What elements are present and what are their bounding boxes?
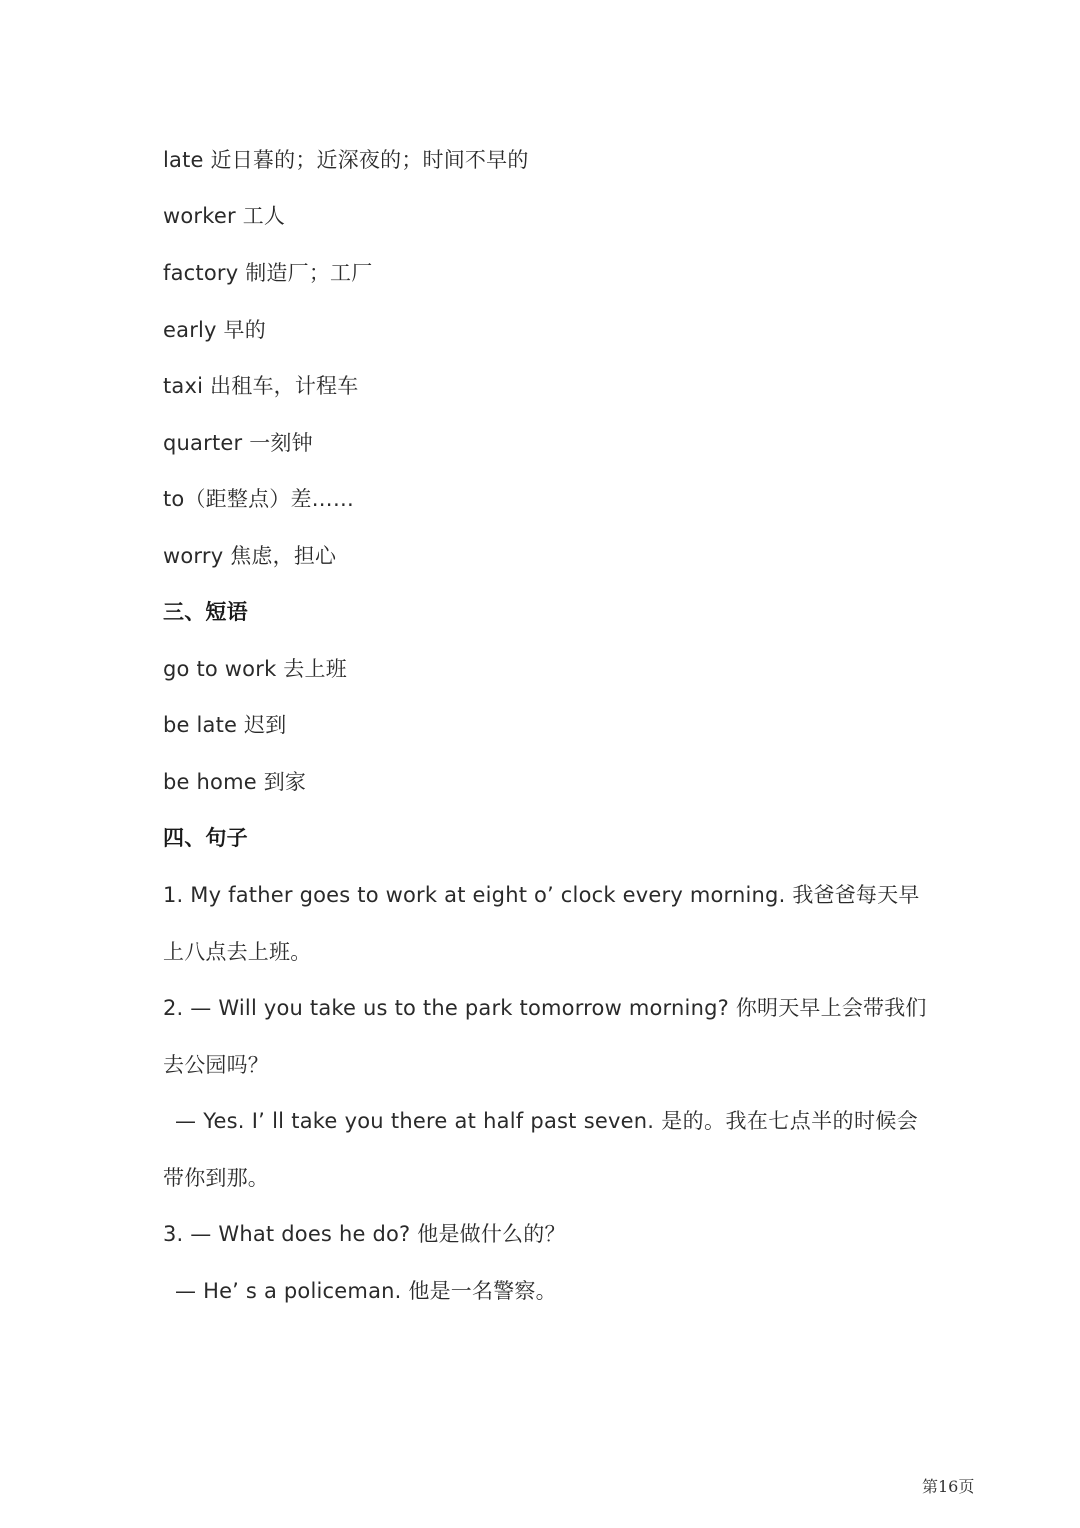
- sentence-2-answer-line-1: — Yes. I’ ll take you there at half past seven. 是的。我在七点半的时候会: [175, 1109, 918, 1133]
- phrase-item-be-late: be late 迟到: [163, 713, 287, 737]
- sentence-2-question-line-2: 去公园吗？: [163, 1053, 269, 1077]
- section-heading-sentences: 四、句子: [163, 826, 248, 850]
- vocab-item-quarter: quarter 一刻钟: [163, 431, 313, 455]
- vocab-item-worker: worker 工人: [163, 204, 286, 228]
- sentence-3-answer: — He’ s a policeman. 他是一名警察。: [175, 1279, 557, 1303]
- vocab-item-early: early 早的: [163, 318, 266, 342]
- page-number: 第16页: [922, 1477, 975, 1496]
- sentence-3-question: 3. — What does he do? 他是做什么的？: [163, 1222, 566, 1246]
- sentence-2-answer-line-2: 带你到那。: [163, 1166, 269, 1190]
- section-heading-phrases: 三、短语: [163, 600, 248, 624]
- vocab-item-worry: worry 焦虑，担心: [163, 544, 337, 568]
- sentence-1-line-1: 1. My father goes to work at eight o’ clock every morning. 我爸爸每天早: [163, 883, 920, 907]
- vocab-item-to: to（距整点）差……: [163, 487, 355, 511]
- sentence-2-question-line-1: 2. — Will you take us to the park tomorrow morning? 你明天早上会带我们: [163, 996, 927, 1020]
- vocab-item-late: late 近日暮的；近深夜的；时间不早的: [163, 148, 529, 172]
- vocab-item-factory: factory 制造厂；工厂: [163, 261, 373, 285]
- sentence-1-line-2: 上八点去上班。: [163, 940, 312, 964]
- vocab-item-taxi: taxi 出租车，计程车: [163, 374, 359, 398]
- phrase-item-go-to-work: go to work 去上班: [163, 657, 347, 681]
- phrase-item-be-home: be home 到家: [163, 770, 307, 794]
